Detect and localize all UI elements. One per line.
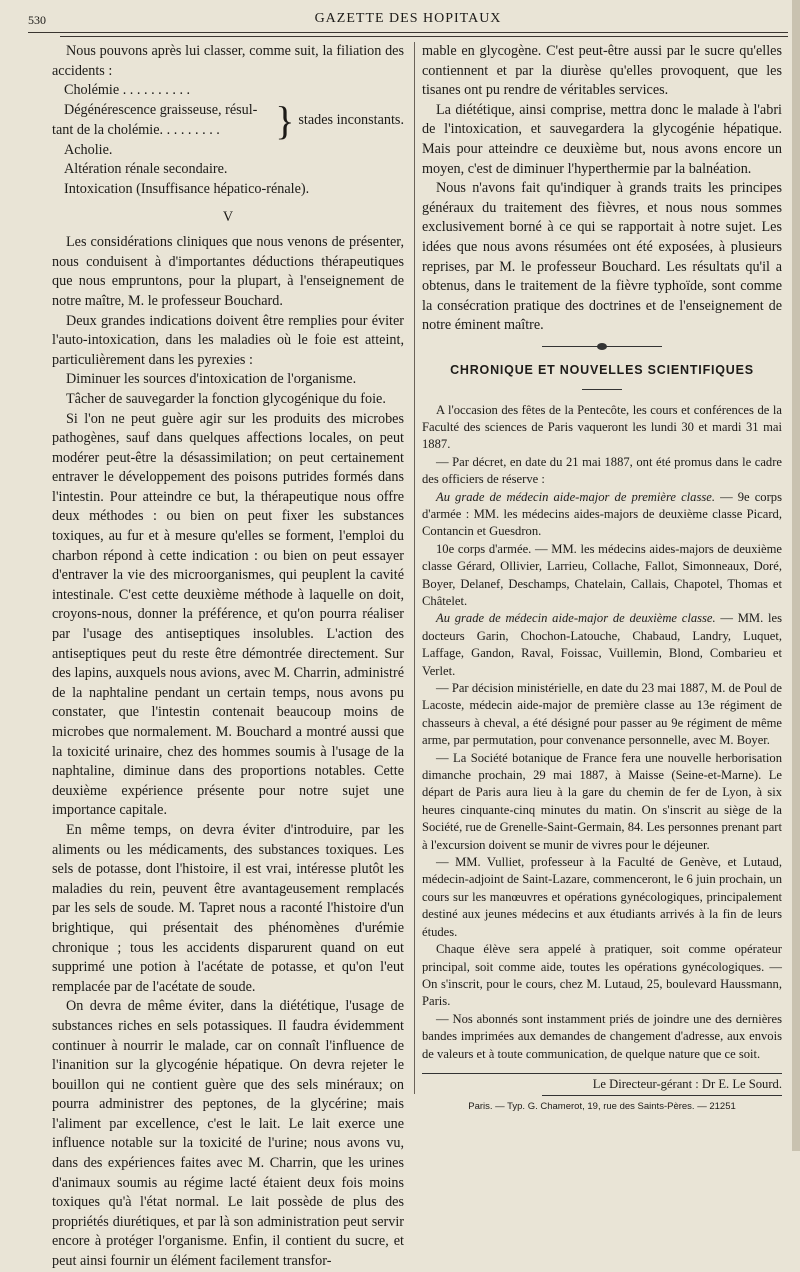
column-divider [414, 42, 415, 1094]
signature: Le Directeur-gérant : Dr E. Le Sourd. [592, 1076, 782, 1091]
section-numeral: V [222, 208, 234, 225]
news-item [422, 489, 782, 541]
list-item: Cholémie . . . . . . . . . . [64, 82, 191, 99]
list-item: Dégénérescence graisseuse, résul- [64, 102, 258, 119]
paragraph: mable en glycogène. C'est peut-être aussi par le sucre qu'elles contiennent et par la diurèse qu'elles provoquent, que les tisanes ont pu rendre de véritables services. [422, 43, 782, 99]
news-item: — Nos abonnés sont instamment priés de joindre une des dernières bandes imprimées aux demandes de changement d'adresse, aux envois de valeurs et à toute communication, de quelque nature que ce soit. [422, 1011, 782, 1061]
page-edge [792, 0, 800, 1151]
paragraph: La diététique, ainsi comprise, mettra donc le malade à l'abri de l'intoxication, et sauvegardera la glycogénie hépatique. Mais pour atteindre ce deuxième but, nous avons encore un moyen, c'est de diminuer l'hyperthermie par la balnéation. [422, 101, 782, 177]
separator [582, 389, 622, 390]
news-item-text: — MM. les docteurs Garin, Chochon-Latouche, Chabaud, Landry, Luquet, Laffage, Gandon, Raval, Foissac, Vuillemin, Blond, Combarieu et Verlet. [422, 611, 782, 678]
list-item: tant de la cholémie. . . . . . . . . [52, 121, 220, 138]
signature-rule [422, 1073, 782, 1074]
news-item [422, 610, 782, 680]
news-item-grade: Au grade de médecin aide-major de première classe. [436, 489, 716, 504]
news-item: — MM. Vulliet, professeur à la Faculté de Genève, et Lutaud, médecin-adjoint de Saint-Lazare, commenceront, le 6 juin prochain, un cours sur les manœuvres et opérations gynécologiques, principalement destiné aux jeunes médecins et aux étudiants arrivés à la fin de leurs études. [422, 855, 782, 939]
list-item: Altération rénale secondaire. [64, 161, 228, 178]
news-section [422, 402, 782, 1116]
news-item: 10e corps d'armée. — MM. les médecins aides-majors de deuxième classe Gérard, Ollivier, Larrieu, Collache, Fallot, Simonneaux, Doré, Boyer, Delanef, Deschamps, Chatelain, Callais, Chapotel, Thomas et Châtelet. [422, 541, 782, 608]
list-item: Intoxication (Insuffisance hépatico-rénale). [64, 180, 310, 197]
section-heading: CHRONIQUE ET NOUVELLES SCIENTIFIQUES [450, 362, 754, 377]
news-item-text: — 9e corps d'armée : MM. les médecins aides-majors de deuxième classe Picard, Contancin et Guesdron. [422, 489, 782, 539]
news-item: — Par décret, en date du 21 mai 1887, ont été promus dans le cadre des officiers de réserve : [422, 454, 782, 487]
paragraph: Les considérations cliniques que nous venons de présenter, nous conduisent à d'importantes déductions thérapeutiques que nous empruntons, pour la plupart, à l'enseignement de notre maître, M. le professeur Bouchard. [52, 234, 404, 309]
journal-title: GAZETTE DES HOPITAUX [314, 11, 502, 26]
left-column [52, 42, 404, 1272]
list-item: Acholie. [64, 141, 113, 158]
paragraph: Nous n'avons fait qu'indiquer à grands traits les principes généraux du traitement des fièvres, et nous nous sommes exclusivement borné à ce qui se rapportait à notre sujet. Les idées que nous avons résumées ont été exposées, à plusieurs reprises, par M. le professeur Bouchard. Les résultats qu'il a obtenus, dans le traitement de la fièvre typhoïde, sont comme la consécration pratique des doctrines et de l'enseignement de notre éminent maître. [422, 180, 782, 334]
signature-rule [542, 1095, 782, 1096]
ornamental-separator [542, 346, 662, 347]
paragraph: Deux grandes indications doivent être remplies pour éviter l'auto-intoxication, dans les maladies où le foie est atteint, particulièrement dans les pyrexies : [52, 312, 404, 368]
brace-icon: } [275, 97, 295, 143]
header-rule-double [60, 36, 788, 37]
paragraph: Nous pouvons après lui classer, comme suit, la filiation des accidents : [52, 43, 404, 79]
news-item: Chaque élève sera appelé à pratiquer, soit comme opérateur principal, soit comme aide, toutes les opérations gynécologiques. — On s'inscrit, pour le cours, chez M. Lutaud, 25, boulevard Haussmann, Paris. [422, 942, 782, 1009]
brace-group [52, 97, 404, 143]
header-rule [28, 32, 788, 33]
paragraph: Diminuer les sources d'intoxication de l'organisme. [66, 371, 357, 388]
printer-imprint: Paris. — Typ. G. Chamerot, 19, rue des Saints-Pères. — 21251 [468, 1101, 736, 1113]
right-column [422, 42, 782, 1116]
news-item: A l'occasion des fêtes de la Pentecôte, les cours et conférences de la Faculté des sciences de Paris vaqueront les lundi 30 et mardi 31 mai 1887. [422, 402, 782, 452]
page-header [28, 6, 788, 32]
news-item-grade: Au grade de médecin aide-major de deuxième classe. [436, 611, 716, 626]
paragraph: En même temps, on devra éviter d'introduire, par les aliments ou les médicaments, des substances toxiques. Les sels de potasse, dont l'histoire, il est vrai, intéresse plutôt les maladies du rein, peuvent être avantageusement remplacés par les sels de soude. M. Tapret nous a raconté l'histoire d'un brightique, qui présentait des phénomènes d'urémie chronique ; tous les accidents disparurent quand on eut supprimé une potion à l'acétate de potasse, et qu'on l'eut remplacée par de l'acétate de soude. [52, 821, 404, 995]
paragraph: Si l'on ne peut guère agir sur les produits des microbes pathogènes, sauf dans quelques affections locales, on peut modérer peut-être la désassimilation; on peut certainement entraver le développement des poisons putrides formés dans l'intestin. Pour atteindre ce but, la thérapeutique nous offre deux méthodes : ou bien on peut fixer les substances toxiques, au fur et à mesure qu'elles se forment, l'emploi du charbon répond à cette indication : ou bien on peut essayer d'entraver la vie des microorganismes, qui peuplent la cavité intestinale. C'est cette deuxième méthode à laquelle on doit, croyons-nous, donner la préférence, et qu'on pourra réaliser par l'usage des antiseptiques insolubles. L'action des antiseptiques peut du reste être démontrée directement. Sur des lapins, auxquels nous avions, avec M. Charrin, administré de la naphtaline pendant un certain temps, nous avons pu constater, que l'intestin contenait beaucoup moins de microbes que normalement. M. Bouchard a montré aussi que la toxicité urinaire, chez des hommes soumis à l'usage de la naphtaline, diminue dans des proportions notables. Cette deuxième expérience présente pour notre sujet une importance capitale. [52, 410, 404, 819]
news-item: — La Société botanique de France fera une nouvelle herborisation dimanche prochain, 29 mai 1887, à Maisse (Seine-et-Marne). Le départ de Paris aura lieu à la gare du chemin de fer de Lyon, à six heures cinquante-cinq minutes du matin. On s'inscrit au siège de la Société, rue de Grenelle-Saint-Germain, 84. Les personnes prenant part à l'excursion doivent se munir de vivres pour le déjeuner. [422, 750, 782, 852]
brace-label: stades inconstants. [298, 111, 404, 128]
news-item: — Par décision ministérielle, en date du 23 mai 1887, M. de Poul de Lacoste, médecin aide-major de première classe au 13e régiment de chasseurs à cheval, a été désigné pour passer au 9e régiment de même arme, par permutation, pour convenance personnelle, avec M. Boyer. [422, 681, 782, 748]
paragraph: On devra de même éviter, dans la diététique, l'usage de substances riches en sels potassiques. Il faudra évidemment continuer à nourrir le malade, car on connaît l'influence de l'inanition sur la glycogénie hépatique. On devra rejeter le bouillon qui ne contient guère que des sels minéraux; on pourra administrer des peptones, de la glycérine; mais l'aliment par excellence, c'est le lait. Le lait exerce une influence notable sur la toxicité de l'urine; nous avons vu, dans des expériences faites avec M. Charrin, que les urines d'animaux soumis au régime lacté étaient deux fois moins toxiques qu'à l'état normal. Le lait possède de plus des propriétés diurétiques, et par là son administration peut servir encore à protéger l'organisme. Enfin, il contient du sucre, et peut ainsi fournir un élément facilement transfor- [52, 998, 404, 1270]
page-number: 530 [28, 13, 46, 27]
paragraph: Tâcher de sauvegarder la fonction glycogénique du foie. [66, 390, 386, 407]
